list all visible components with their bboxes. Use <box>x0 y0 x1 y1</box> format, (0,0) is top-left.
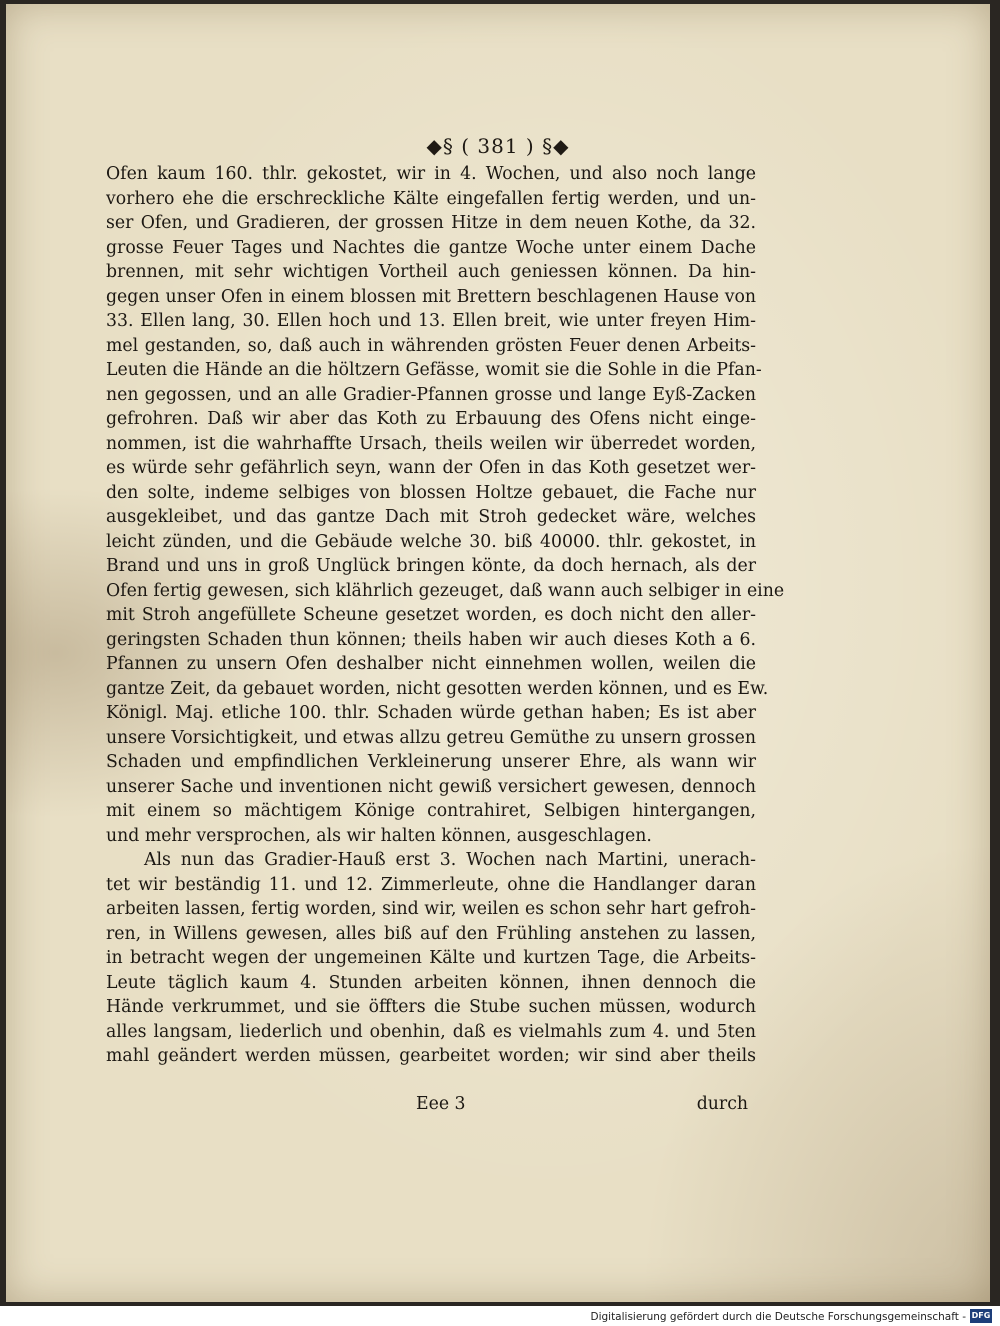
text-line: gefrohren. Daß wir aber das Koth zu Erbauung des Ofens nicht einge- <box>106 409 756 429</box>
book-page <box>6 4 990 1302</box>
text-line: und mehr versprochen, als wir halten können, ausgeschlagen. <box>106 825 652 846</box>
signature-mark: Eee 3 <box>416 1094 466 1114</box>
text-line: ausgekleibet, und das gantze Dach mit Stroh gedecket wäre, welches <box>106 507 756 527</box>
text-line: 33. Ellen lang, 30. Ellen hoch und 13. Ellen breit, wie unter freyen Him- <box>106 311 756 331</box>
text-line: geringsten Schaden thun können; theils haben wir auch dieses Koth a 6. <box>106 629 756 650</box>
text-line: mit einem so mächtigem Könige contrahiret, Selbigen hintergangen, <box>106 801 756 821</box>
text-line: gantze Zeit, da gebauet worden, nicht gesotten werden können, und es Ew. <box>106 678 769 699</box>
text-line: es würde sehr gefährlich seyn, wann der Ofen in das Koth gesetzet wer- <box>106 458 756 478</box>
text-line: brennen, mit sehr wichtigen Vortheil auch geniessen können. Da hin- <box>106 262 756 282</box>
text-line: Hände verkrummet, und sie öffters die Stube suchen müssen, wodurch <box>106 997 756 1017</box>
text-line: tet wir beständig 11. und 12. Zimmerleute, ohne die Handlanger daran <box>106 874 756 895</box>
text-line: Als nun das Gradier-Hauß erst 3. Wochen nach Martini, unerach- <box>144 850 756 870</box>
text-line: Pfannen zu unsern Ofen deshalber nicht einnehmen wollen, weilen die <box>106 654 756 674</box>
body-text <box>106 162 785 1069</box>
text-line: ren, in Willens gewesen, alles biß auf den Frühling anstehen zu lassen, <box>106 923 756 944</box>
text-line: gegen unser Ofen in einem blossen mit Brettern beschlagenen Hause von <box>106 286 756 307</box>
text-line: unsere Vorsichtigkeit, und etwas allzu getreu Gemüthe zu unsern grossen <box>106 727 756 748</box>
page-footer <box>106 1094 756 1118</box>
text-line: ser Ofen, und Gradieren, der grossen Hitze in dem neuen Kothe, da 32. <box>106 213 756 233</box>
text-line: leicht zünden, und die Gebäude welche 30. biß 40000. thlr. gekostet, in <box>106 531 756 552</box>
text-line: den solte, indeme selbiges von blossen Holtze gebauet, die Fache nur <box>106 482 756 503</box>
text-line: mit Stroh angefüllete Scheune gesetzet worden, es doch nicht den aller- <box>106 605 756 625</box>
text-line: Ofen fertig gewesen, sich klährlich gezeuget, daß wann auch selbiger in eine <box>106 580 785 601</box>
text-line: nommen, ist die wahrhaffte Ursach, theils weilen wir überredet worden, <box>106 433 756 454</box>
text-line: grosse Feuer Tages und Nachtes die gantze Woche unter einem Dache <box>106 237 756 258</box>
text-line: arbeiten lassen, fertig worden, sind wir, weilen es schon sehr hart gefroh- <box>106 899 756 919</box>
text-line: vorhero ehe die erschreckliche Kälte eingefallen fertig werden, und un- <box>106 188 756 209</box>
text-line: mahl geändert werden müssen, gearbeitet worden; wir sind aber theils <box>106 1046 756 1066</box>
catchword: durch <box>696 1094 748 1114</box>
text-line: Leuten die Hände an die höltzern Gefässe, womit sie die Sohle in die Pfan- <box>106 360 762 380</box>
text-line: nen gegossen, und an alle Gradier-Pfannen grosse und lange Eyß-Zacken <box>106 384 756 405</box>
dfg-logo: DFG <box>970 1309 992 1323</box>
text-line: Leute täglich kaum 4. Stunden arbeiten können, ihnen dennoch die <box>106 972 756 993</box>
text-line: unserer Sache und inventionen nicht gewiß versichert gewesen, dennoch <box>106 776 756 797</box>
text-line: Schaden und empfindlichen Verkleinerung unserer Ehre, als wann wir <box>106 752 756 772</box>
text-line: Königl. Maj. etliche 100. thlr. Schaden würde gethan haben; Es ist aber <box>106 703 756 723</box>
funding-credit: Digitalisierung gefördert durch die Deutsche Forschungsgemeinschaft - <box>590 1311 966 1323</box>
text-line: in betracht wegen der ungemeinen Kälte und kurtzen Tage, die Arbeits- <box>106 948 756 968</box>
text-line: mel gestanden, so, daß auch in währenden grösten Feuer denen Arbeits- <box>106 335 756 356</box>
page-header: ◆§ ( 381 ) §◆ <box>426 134 570 158</box>
text-line: Ofen kaum 160. thlr. gekostet, wir in 4. Wochen, und also noch lange <box>106 164 756 184</box>
text-line: Brand und uns in groß Unglück bringen könte, da doch hernach, als der <box>106 556 756 576</box>
text-line: alles langsam, liederlich und obenhin, daß es vielmahls zum 4. und 5ten <box>106 1021 756 1042</box>
